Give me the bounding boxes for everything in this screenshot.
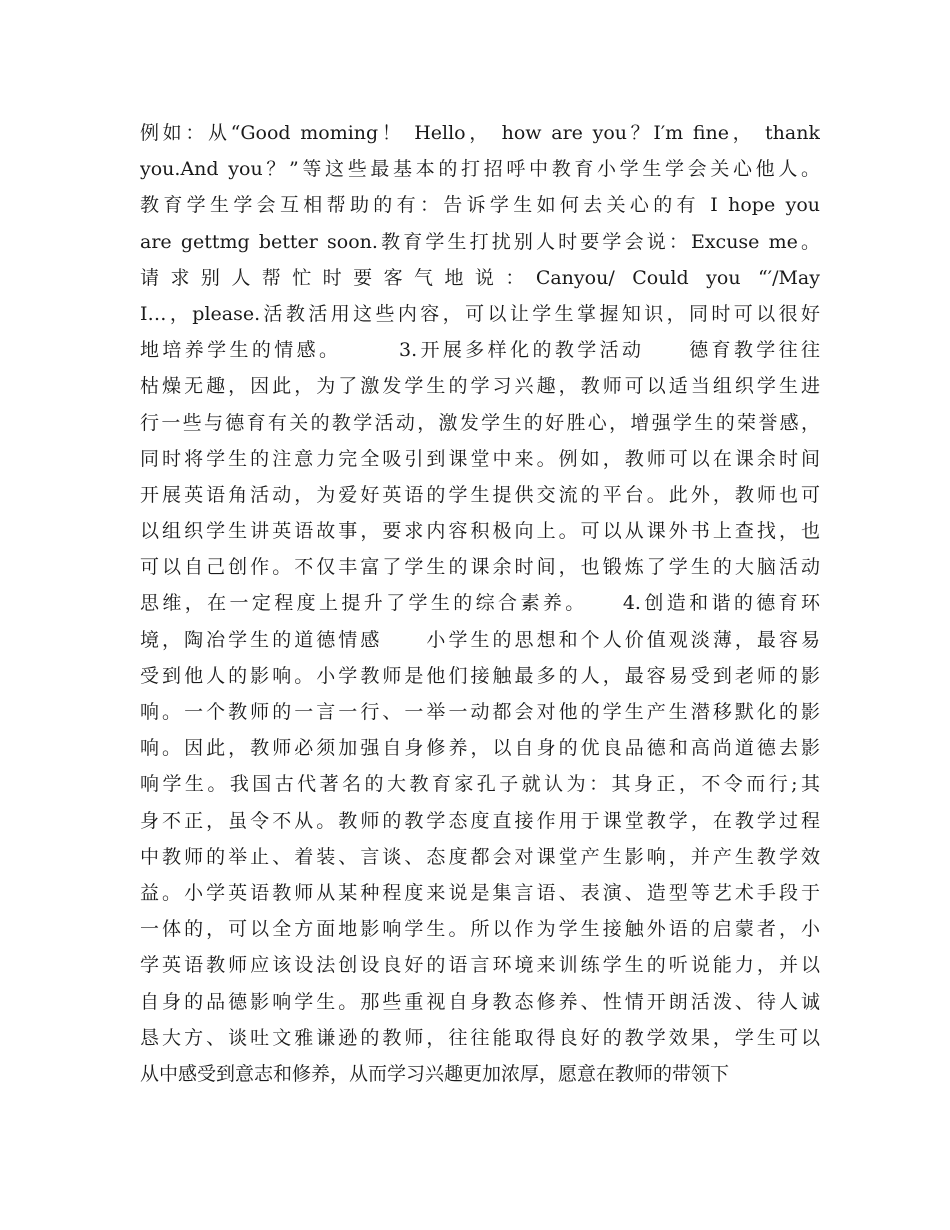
text-line: 思维，在一定程度上提升了学生的综合素养。 4.创造和谐的德育环 (140, 592, 820, 615)
text-line: 响学生。我国古代著名的大教育家孔子就认为：其身正，不令而行;其 (140, 773, 820, 796)
text-line: 同时将学生的注意力完全吸引到课堂中来。例如，教师可以在课余时间 (140, 447, 820, 470)
text-line: 自身的品德影响学生。那些重视自身教态修养、性情开朗活泼、待人诚 (140, 990, 820, 1013)
text-line: 请求别人帮忙时要客气地说：Canyou/ Could you “′/May (140, 266, 820, 289)
text-line: 以组织学生讲英语故事，要求内容积极向上。可以从课外书上查找，也 (140, 520, 820, 543)
text-line: 响。因此，教师必须加强自身修养，以自身的优良品德和高尚道德去影 (140, 737, 820, 760)
text-line: 地培养学生的情感。 3.开展多样化的教学活动 德育教学往往 (140, 339, 820, 362)
text-line: 一体的，可以全方面地影响学生。所以作为学生接触外语的启蒙者，小 (140, 918, 820, 941)
body-text (140, 115, 820, 1092)
text-line: are gettmg better soon.教育学生打扰别人时要学会说：Excuse me。 (140, 230, 820, 253)
text-line: 教育学生学会互相帮助的有：告诉学生如何去关心的有 I hope you (140, 194, 820, 217)
text-line: 学英语教师应该设法创设良好的语言环境来训练学生的听说能力，并以 (140, 954, 820, 977)
text-line: I…，please.活教活用这些内容，可以让学生掌握知识，同时可以很好 (140, 302, 820, 325)
text-line: 枯燥无趣，因此，为了激发学生的学习兴趣，教师可以适当组织学生进 (140, 375, 820, 398)
text-line: 可以自己创作。不仅丰富了学生的课余时间，也锻炼了学生的大脑活动 (140, 556, 820, 579)
text-line: 行一些与德育有关的教学活动，激发学生的好胜心，增强学生的荣誉感， (140, 411, 820, 434)
text-line: 恳大方、谈吐文雅谦逊的教师，往往能取得良好的教学效果，学生可以 (140, 1026, 820, 1049)
text-line: 境，陶冶学生的道德情感 小学生的思想和个人价值观淡薄，最容易 (140, 628, 820, 651)
text-line: 例如：从“Good moming！ Hello， how are you？I′m fine， thank (140, 122, 820, 144)
text-line: 受到他人的影响。小学教师是他们接触最多的人，最容易受到老师的影 (140, 664, 820, 687)
text-line: 中教师的举止、着装、言谈、态度都会对课堂产生影响，并产生教学效 (140, 845, 820, 868)
text-line: 开展英语角活动，为爱好英语的学生提供交流的平台。此外，教师也可 (140, 483, 820, 506)
text-line: 响。一个教师的一言一行、一举一动都会对他的学生产生潜移默化的影 (140, 701, 820, 723)
text-line: 益。小学英语教师从某种程度来说是集言语、表演、造型等艺术手段于 (140, 881, 820, 904)
text-line: 从中感受到意志和修养，从而学习兴趣更加浓厚，愿意在教师的带领下 (140, 1062, 730, 1085)
text-line: 身不正，虽令不从。教师的教学态度直接作用于课堂教学，在教学过程 (140, 809, 820, 832)
text-line: you.And you？”等这些最基本的打招呼中教育小学生学会关心他人。 (140, 158, 820, 181)
